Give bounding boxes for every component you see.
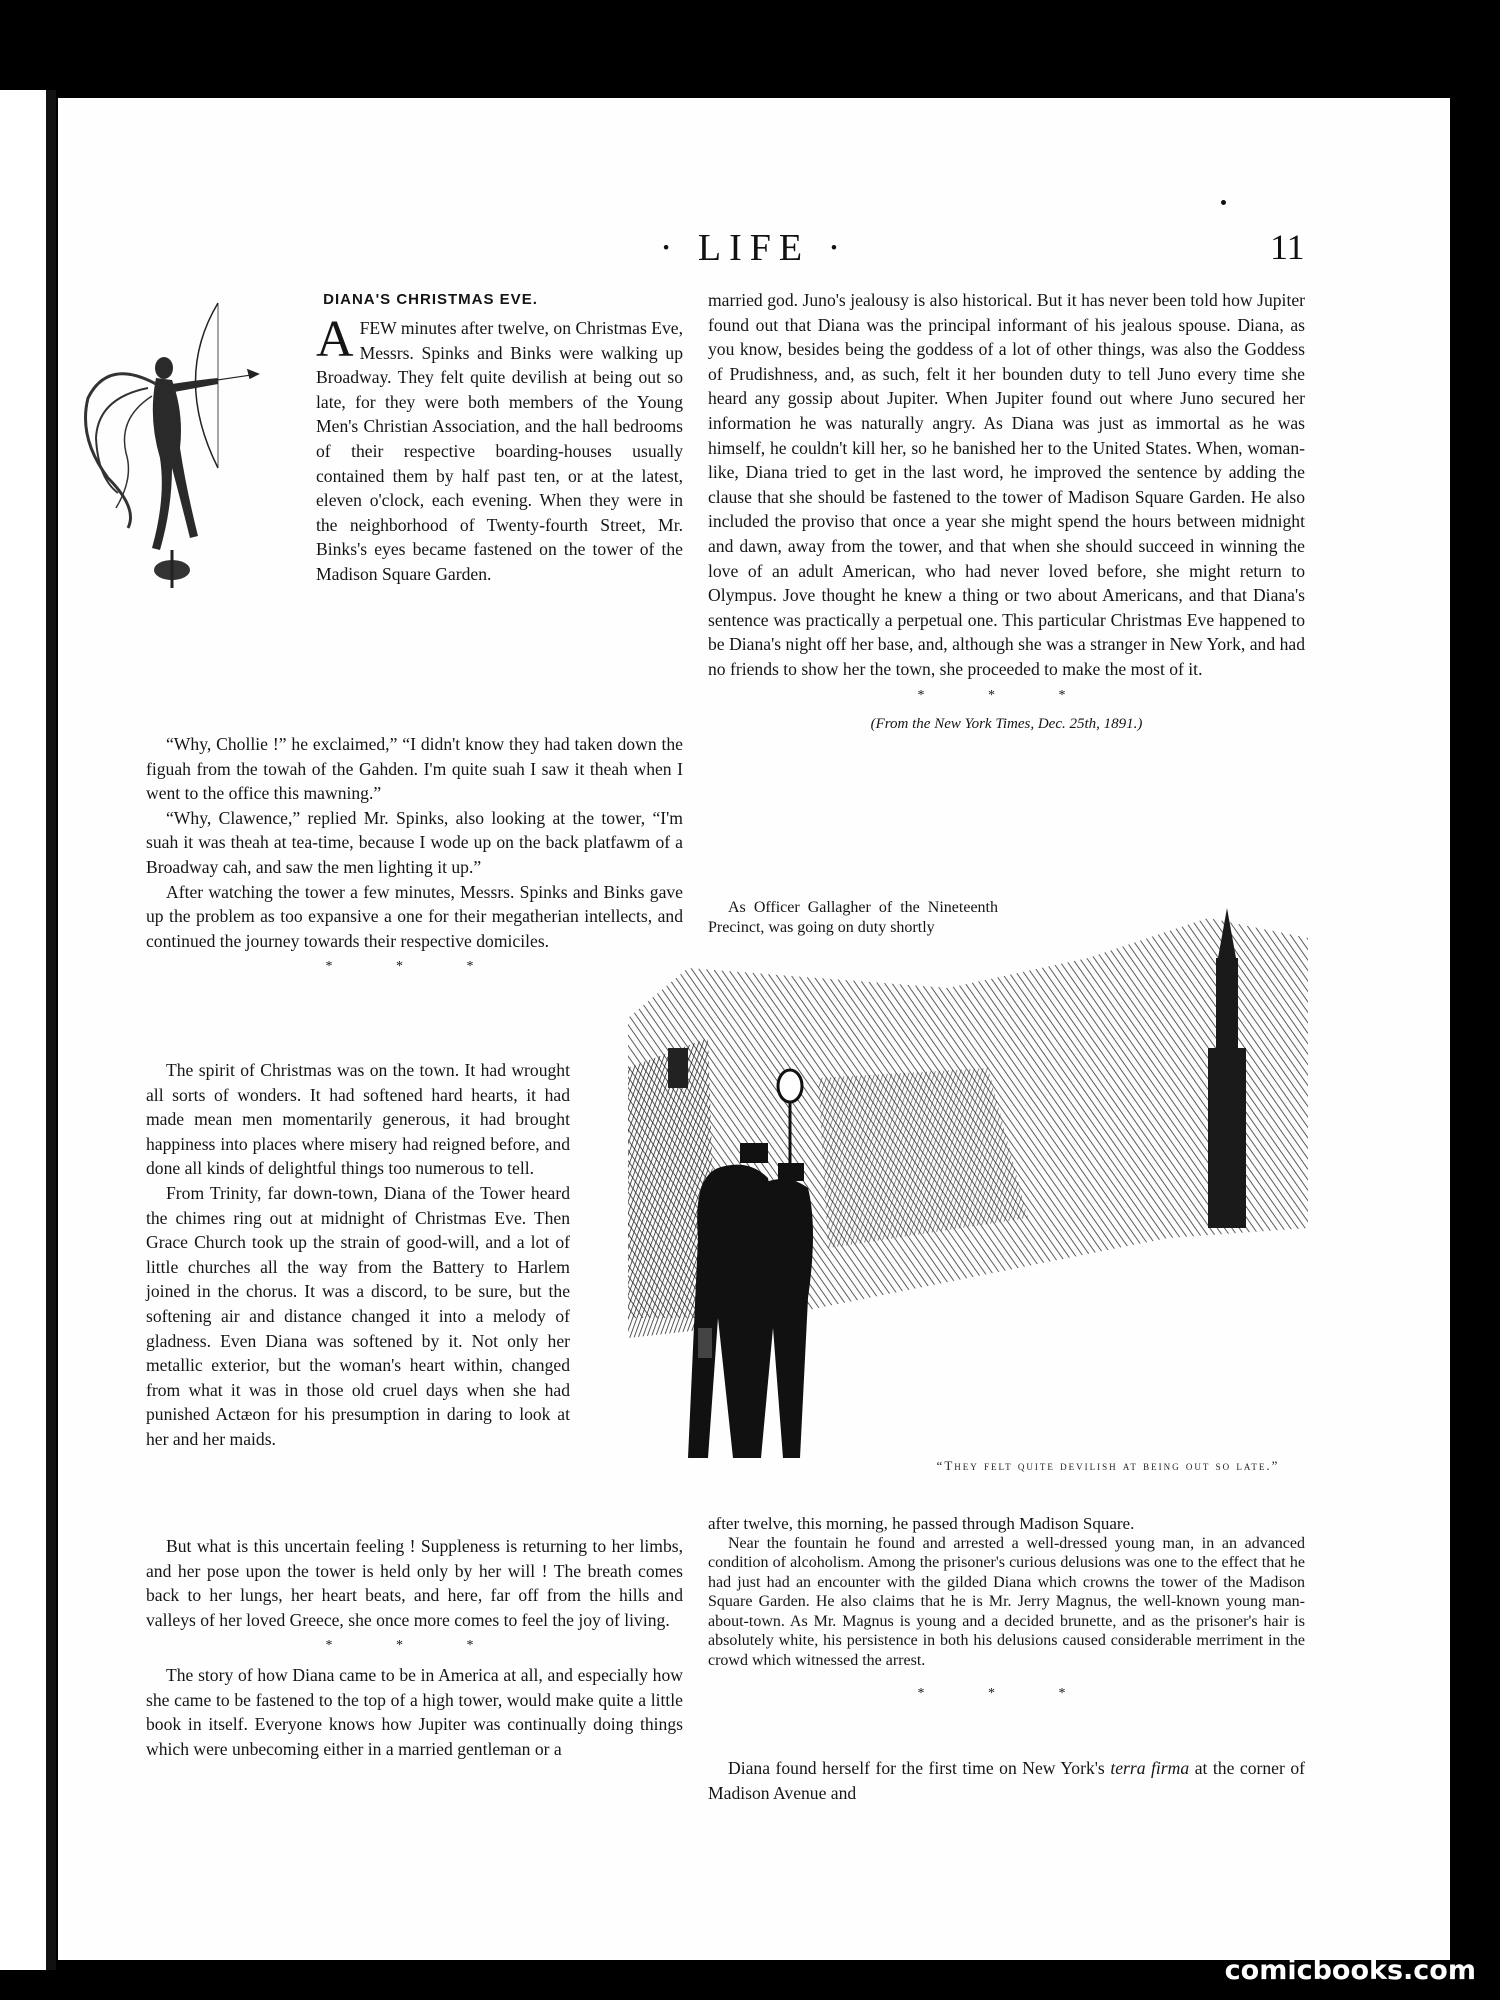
paragraph: married god. Juno's jealousy is also historical. But it has never been told how Jupiter found out that Diana was the principal informant of his jealous spouse. Diana, as you know, besides being the goddess of a lot of other things, was also the Goddess of Prudishness, and, as such, felt it her bounden duty to tell Juno every time she heard any gossip about Jupiter. When Jupiter found out where Juno secured her information he was naturally angry. As Diana was just as immortal as he was himself, he couldn't kill her, so he banished her to the United States. When, woman-like, Diana tried to get in the last word, he improved the sentence by adding the clause that she should be fastened to the tower of Madison Square Garden. He also included the proviso that once a year she might spend the hours between midnight and dawn, away from the tower, and that when she should succeed in winning the love of an adult American, who had never loved before, she might return to Olympus. Jove thought he knew a thing or two about Americans, and that Diana's sentence was practically a perpetual one. This particular Christmas Eve happened to be Diana's night off her base, and, although she was a stranger in New York, and had no friends to show her the town, she proceeded to make the most of it. (708, 290, 1305, 679)
right-column (708, 288, 1305, 743)
section-break: * * * (917, 1686, 1096, 1701)
section-break: * * * (917, 687, 1096, 703)
adjacent-page-edge (0, 90, 50, 1970)
news-continuation: after twelve, this morning, he passed through Madison Square. (708, 1514, 1135, 1533)
page-gutter (46, 90, 56, 1970)
paragraph: From Trinity, far down-town, Diana of the Tower heard the chimes ring out at midnight of Christmas Eve. Then Grace Church took up the strain of good-will, and a lot of little churches all the way from the Battery to Harlem joined in the chorus. It was a discord, to be sure, but the softening air and distance changed it into a melody of gladness. Even Diana was softened by it. Not only her metallic exterior, but the woman's heart within, changed from what it was in those old cruel days when she had punished Actæon for his presumption in daring to look at her and her maids. (146, 1182, 570, 1449)
left-column-lower (146, 1534, 683, 1761)
intro-paragraph: AFEW minutes after twelve, on Christmas Eve, Messrs. Spinks and Binks were walking up Broadway. They felt quite devilish at being out so late, for they were both members of the Young Men's Christian Association, and the hall bedrooms of their respective boarding-houses usually contained them by half past ten, or at the latest, eleven o'clock, each evening. When they were in the neighborhood of Twenty-fourth Street, Mr. Binks's eyes became fastened on the tower of the Madison Square Garden. (316, 311, 683, 584)
left-column-middle (146, 1058, 570, 1452)
ink-speck (1221, 200, 1226, 205)
illustration-caption: “They felt quite devilish at being out so late.” (936, 1458, 1280, 1473)
news-paragraph: Near the fountain he found and arrested a well-dressed young man, in an advanced condition of alcoholism. Among the prisoner's curious delusions was one to the effect that he had just had an encounter with the gilded Diana which crowns the tower of the Madison Square Garden. He also claims that he is Mr. Jerry Magnus, the well-known young man-about-town. As Mr. Magnus is young and a decided brunette, and as the prisoner's hair is absolutely white, his persistence in both his delusions caused considerable merriment in the crowd which witnessed the arrest. (708, 1534, 1305, 1669)
news-item (708, 1514, 1305, 1718)
article-intro-column (58, 288, 683, 319)
drop-cap: A (316, 311, 354, 368)
paragraph: Diana found herself for the first time on New York's terra firma at the corner of Madison Avenue and (708, 1758, 1306, 1803)
magazine-page (58, 98, 1450, 1960)
article-title: DIANA'S CHRISTMAS EVE. (323, 291, 538, 308)
paragraph: “Why, Clawence,” replied Mr. Spinks, also looking at the tower, “I'm suah it was theah at tea-time, because I wode up on the back platfawm of a Broadway cah, and saw the men lighting it up.” (146, 807, 683, 877)
paragraph: As Officer Gallagher of the Nineteenth Precinct, was going on duty shortly (708, 899, 998, 936)
paragraph: But what is this uncertain feeling ! Suppleness is returning to her limbs, and her pose upon the tower is held only by her will ! The breath comes back to her lungs, her heart beats, and here, far off from the hills and valleys of her loved Greece, she once more comes to feel the joy of living. (146, 1536, 683, 1630)
watermark: comicbooks.com (1224, 1955, 1476, 1986)
paragraph: After watching the tower a few minutes, Messrs. Spinks and Binks gave up the problem as too expansive a one for their megatherian intellects, and continued the journey towards their respective domiciles. (146, 881, 683, 951)
page-number: 11 (1270, 227, 1305, 267)
diana-archer-illustration (68, 288, 306, 598)
article-intro-text (316, 311, 683, 587)
masthead-title: · LIFE · (659, 227, 849, 269)
closing-paragraph (708, 1756, 1305, 1805)
italic-phrase: terra firma (1110, 1758, 1190, 1778)
paragraph: The spirit of Christmas was on the town. It had wrought all sorts of wonders. It had softened hard hearts, it had made mean men momentarily generous, it had brought happiness into places where misery had reigned before, and done all kinds of delightful things too numerous to tell. (146, 1060, 570, 1179)
night-street-illustration (568, 898, 1308, 1498)
paragraph: “Why, Chollie !” he exclaimed,” “I didn't know they had taken down the figuah from the towah of the Gahden. I'm quite suah I saw it theah when I went to the office this mawning.” (146, 734, 683, 804)
section-break: * * * (325, 959, 504, 975)
newspaper-citation: (From the New York Times, Dec. 25th, 1891.) (870, 716, 1143, 733)
paragraph: The story of how Diana came to be in America at all, and especially how she came to be fastened to the top of a high tower, would make quite a little book in itself. Everyone knows how Jupiter was continually doing things which were unbecoming either in a married gentleman or a (146, 1664, 683, 1759)
section-break: * * * (325, 1638, 504, 1654)
